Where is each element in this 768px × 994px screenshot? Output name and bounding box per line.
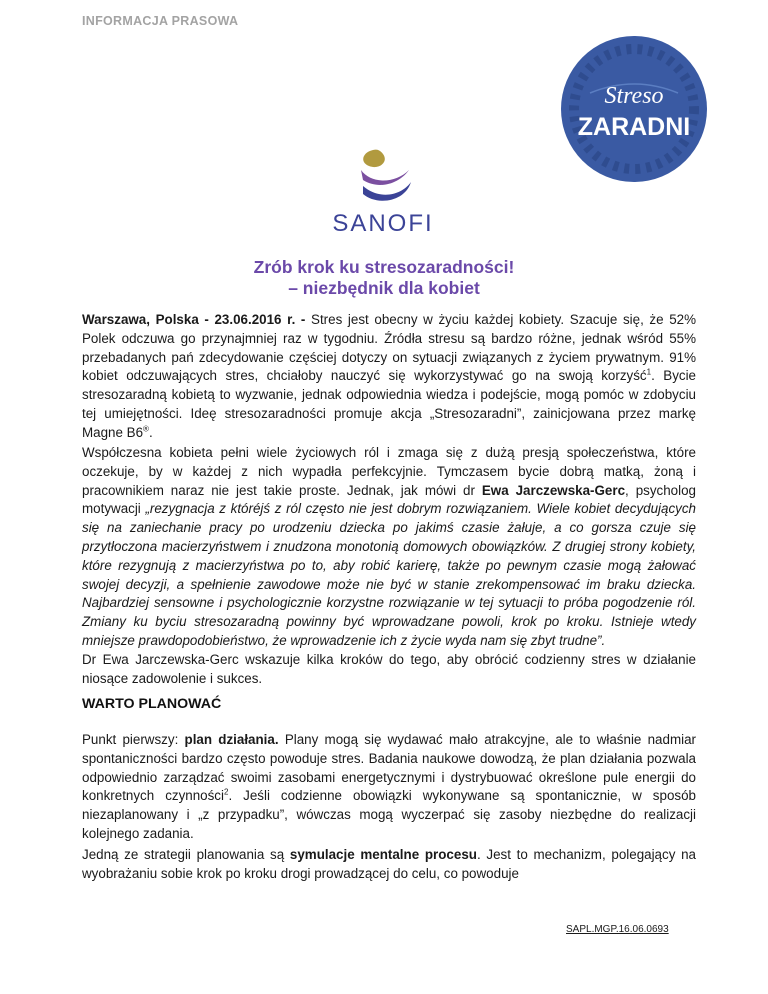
title-line-2: – niezbędnik dla kobiet: [288, 278, 480, 298]
intro-text-2: . Bycie stresozaradną kobietą to wyzwanie, jednak odpowiednia wiedza i podejście, mogą pomóc w zdobyciu tej umiejętności. Ideę stresozaradności promuje akcja „Stresozaradni”, zainicjowana przez markę Magne B6: [82, 368, 697, 440]
footnote-ref-1: 1: [646, 367, 652, 377]
paragraph-simulation: [82, 846, 696, 884]
title-line-1: Zrób krok ku stresozaradności!: [253, 257, 515, 277]
intro-end: .: [148, 424, 153, 440]
badge-graphic: [560, 35, 708, 183]
badge-main-text: ZARADNI: [577, 113, 691, 141]
plan-text-2: Plany mogą się wydawać mało atrakcyjne, ale to właśnie nadmiar spontaniczności bardzo często powoduje stres. Badania naukowe dowodzą, że plan działania pozwala odpowiednio zarządzać swoimi zasobami energetycznymi i dystrybuować określone pule energii do konkretnych czynności: [82, 732, 696, 804]
sanofi-emblem-icon: [323, 140, 443, 210]
registered-mark: ®: [143, 424, 149, 434]
expert-name: Ewa Jarczewska-Gerc: [481, 482, 626, 498]
sanofi-wordmark: SANOFI: [332, 210, 434, 237]
section-heading: WARTO PLANOWAĆ: [82, 696, 222, 712]
document-header-label: INFORMACJA PRASOWA: [82, 14, 239, 28]
simulation-text-2: . Jest to mechanizm, polegający na wyobrażaniu sobie krok po kroku drogi prowadzącej do celu, co powoduje: [82, 847, 696, 881]
stresozaradni-badge-logo: [560, 35, 708, 183]
roles-text-1: Współczesna kobieta pełni wiele życiowych ról i zmaga się z dużą presją społeczeństwa, które oczekuje, by w każdej z nich wypadła perfekcyjnie. Tymczasem bycie dobrą matką, żoną i pracownikiem naraz nie jest takie proste. Jednak, jak mówi dr: [82, 445, 696, 498]
paragraph-intro: [82, 311, 696, 443]
footnote-ref-2: 2: [223, 787, 229, 797]
badge-script-text: Streso: [604, 83, 664, 109]
roles-text-2: , psycholog motywacji: [82, 482, 696, 517]
article-title: [0, 257, 768, 299]
intro-text: Stres jest obecny w życiu każdej kobiety. Szacuje się, że 52% Polek odczuwa go przynajmniej raz w tygodniu. Źródła stresu są bardzo różne, jednak wśród 55% przebadanych pań zdecydowanie częściej dotyczy on sytuacji związanych z życiem prywatnym. 91% kobiet odczuwających stres, chciałoby nauczyć się wykorzystywać go na swoją korzyść: [82, 312, 696, 384]
sanofi-logo: [323, 140, 443, 235]
paragraph-plan: [82, 731, 696, 844]
plan-text-3: . Jeśli codzienne obowiązki wykonywane są spontanicznie, w sposób niezaplanowany i „z przypadku”, wówczas mogą wyczerpać się zasoby niezbędne do realizacji kolejnego zadania.: [82, 788, 696, 841]
paragraph-roles: [82, 444, 696, 688]
plan-bold: plan działania.: [184, 732, 279, 747]
roles-text-3: Dr Ewa Jarczewska-Gerc wskazuje kilka kroków do tego, aby obrócić codzienny stres w działanie niosące zadowolenie i sukces.: [82, 651, 696, 686]
simulation-text-1: Jedną ze strategii planowania są: [82, 847, 290, 862]
plan-text-1: Punkt pierwszy:: [82, 732, 185, 747]
expert-quote: „rezygnacja z któréjś z ról często nie jest dobrym rozwiązaniem. Wiele kobiet decydujących się na zaniechanie pracy po urodzeniu dziecka po jakimś czasie żałuje, a co gorsza czuje się przytłoczona macierzyństwem i znudzona monotonią domowych obowiązków. Z drugiej strony kobiety, które rezygnują z macierzyństwa po to, aby robić karierę, także po pewnym czasie mogą żałować swojej decyzji, a spełnienie zawodowe może nie być w stanie zrekompensować im braku dziecka. Najbardziej sensowne i psychologicznie korzystne rozwiązanie w tej sytuacji to próba pogodzenie ról. Zmiany ku byciu stresozaradną powinny być wprowadzane powoli, krok po kroku. Istnieje wtedy mniejsze prawdopodobieństwo, że wprowadzenie ich z życie wyda nam się zbyt trudne”.: [82, 501, 696, 648]
document-reference-code: SAPL.MGP.16.06.0693: [566, 924, 669, 935]
intro-dateline: Warszawa, Polska - 23.06.2016 r. -: [82, 312, 306, 327]
simulation-bold: symulacje mentalne procesu: [289, 847, 477, 862]
